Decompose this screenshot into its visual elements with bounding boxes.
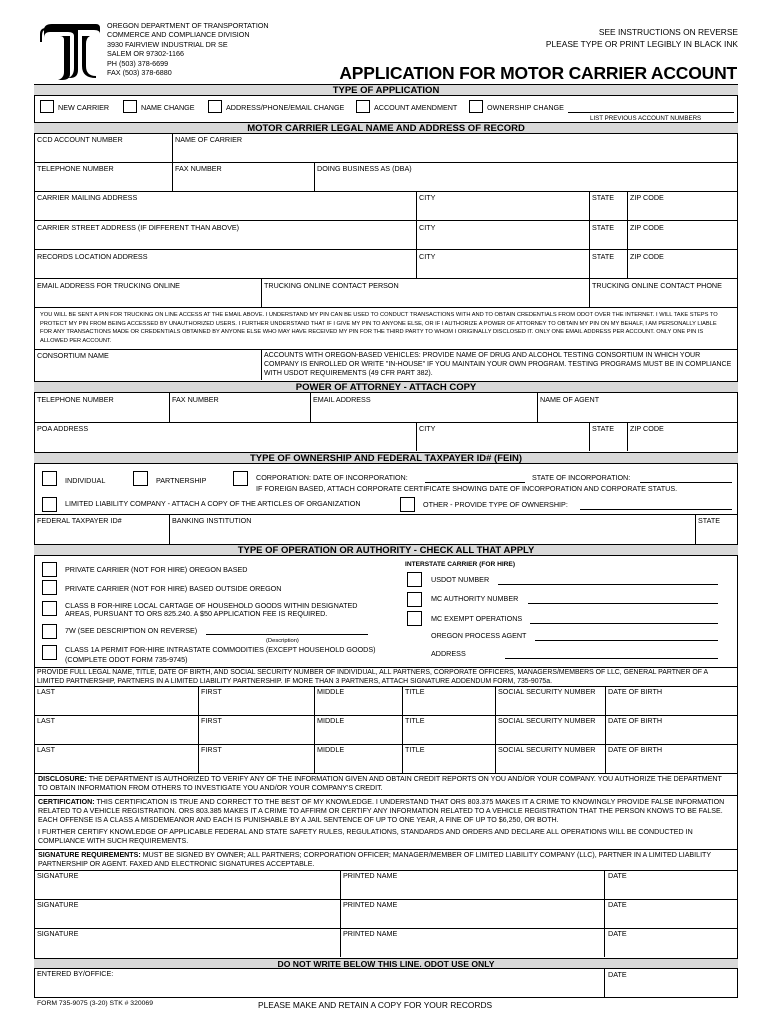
checkbox-new-carrier[interactable] [40, 100, 54, 113]
agency-line: 3930 FAIRVIEW INDUSTRIAL DR SE [107, 39, 228, 49]
checkbox-7w[interactable] [42, 624, 57, 639]
signature-req-text: MUST BE SIGNED BY OWNER; ALL PARTNERS; CORPORATION OFFICER; MANAGER/MEMBER OF LIMITED LIABILITY COMPANY (LLC), PARTNER IN A LIMITED LIABILITY PARTNERSHIP OR AGENT. FAXED AND ELECTRONIC SIGNATURES ACCEPTABLE. [38, 851, 711, 868]
label-poa-agent: NAME OF AGENT [540, 395, 600, 404]
label-printed-name: PRINTED NAME [343, 871, 398, 880]
incorporation-state-line[interactable] [640, 482, 732, 483]
label-contact-phone: TRUCKING ONLINE CONTACT PHONE [592, 281, 722, 290]
officer-col-label: TITLE [405, 716, 425, 725]
officer-col-label: LAST [37, 687, 55, 696]
label-state: STATE [592, 223, 615, 232]
label-zip: ZIP CODE [630, 193, 664, 202]
label-partnership: PARTNERSHIP [156, 476, 207, 485]
label-individual: INDIVIDUAL [65, 476, 106, 485]
label-class-1a: CLASS 1A PERMIT FOR-HIRE INTRASTATE COMMODITIES (EXCEPT HOUSEHOLD GOODS) [65, 645, 376, 654]
instructions-line: SEE INSTRUCTIONS ON REVERSE [598, 27, 738, 37]
checkbox-name-change[interactable] [123, 100, 137, 113]
label-records: RECORDS LOCATION ADDRESS [37, 252, 148, 261]
incorporation-date-line[interactable] [425, 482, 525, 483]
label-new-carrier: NEW CARRIER [58, 103, 110, 112]
pin-notice: YOU WILL BE SENT A PIN FOR TRUCKING ON LINE ACCESS AT THE EMAIL ABOVE. I UNDERSTAND MY PIN CAN BE USED TO CONDUCT TRANSACTIONS WITH AND TO OBTAIN CREDENTIALS FROM ODOT OVER THE INTERNET. I WILL TAKE STEPS TO PROTECT MY PIN FROM BEING ACCESSED BY UNAUTHORIZED USERS. I FURTHER UNDERSTAND THAT IF I GIVE MY PIN TO ANYONE ELSE, OR IF I AUTHORIZE A POWER OF ATTORNEY TO OBTAIN MY PIN ON MY BEHALF, I AM PERSONALLY LIABLE FOR ANY TRANSACTIONS MADE OR CREDENTIALS OBTAINED BY ANYONE ELSE WHO MAY HAVE RECEIVED MY PIN FOR THE THIRD PARTY TO WHOM I ORIGINALLY DISCLOSED IT. ONLY ONE EMAIL ADDRESS PER ACCOUNT. ONLY ONE PIN IS ALLOWED PER ACCOUNT. [40, 312, 718, 344]
label-signature: SIGNATURE [37, 900, 79, 909]
process-agent-line[interactable] [535, 640, 718, 641]
checkbox-other[interactable] [400, 497, 415, 512]
signature-req-label: SIGNATURE REQUIREMENTS: [38, 851, 141, 859]
officer-col-label: SOCIAL SECURITY NUMBER [498, 687, 596, 696]
officer-col-label: TITLE [405, 745, 425, 754]
label-poa-email: EMAIL ADDRESS [313, 395, 371, 404]
checkbox-ownership-change[interactable] [469, 100, 483, 113]
previous-accounts-line[interactable] [568, 112, 734, 113]
label-mc-exempt: MC EXEMPT OPERATIONS [431, 614, 523, 623]
mc-line[interactable] [528, 603, 718, 604]
op-address-line[interactable] [505, 658, 718, 659]
label-printed-name: PRINTED NAME [343, 929, 398, 938]
officers-instructions: PROVIDE FULL LEGAL NAME, TITLE, DATE OF BIRTH, AND SOCIAL SECURITY NUMBER OF INDIVIDUAL, ALL PARTNERS, CORPORATE OFFICERS, MANAGERS/MEMBERS OF LLC, GENERAL PARTNER OF A LIMITED PARTNERSHIP, PARTNERS IN A LIMITED LIABILITY PARTNERSHIP. IF MORE THAN 3 PARTNERS, ATTACH SIGNATURE ADDENDUM FORM, 735-9075a. [37, 669, 708, 685]
checkbox-llc[interactable] [42, 497, 57, 512]
label-poa-city: CITY [419, 424, 436, 433]
label-list-previous: LIST PREVIOUS ACCOUNT NUMBERS [590, 115, 702, 122]
checkbox-usdot[interactable] [407, 572, 422, 587]
certification [38, 798, 732, 825]
label-class-b: CLASS B FOR-HIRE LOCAL CARTAGE OF HOUSEHOLD GOODS WITHIN DESIGNATED AREAS, PURSUANT TO ORS 825.240. A $50 APPLICATION FEE IS REQUIRED. [65, 601, 358, 619]
form-number: FORM 735-9075 (3-20) STK # 320069 [37, 1000, 153, 1007]
officer-col-label: TITLE [405, 687, 425, 696]
label-usdot: USDOT NUMBER [431, 575, 490, 584]
checkbox-class-1a[interactable] [42, 645, 57, 660]
label-name-change: NAME CHANGE [141, 103, 195, 112]
agency-line: COMMERCE AND COMPLIANCE DIVISION [107, 30, 250, 40]
officer-col-label: MIDDLE [317, 745, 345, 754]
label-office-date: DATE [608, 970, 627, 979]
label-city: CITY [419, 193, 436, 202]
label-account-amendment: ACCOUNT AMENDMENT [374, 103, 458, 112]
label-street: CARRIER STREET ADDRESS (IF DIFFERENT THAN ABOVE) [37, 223, 240, 232]
label-sig-date: DATE [608, 871, 627, 880]
agency-line: SALEM OR 97302-1166 [107, 49, 184, 59]
section-ownership: TYPE OF OWNERSHIP AND FEDERAL TAXPAYER ID# (FEIN) [34, 452, 738, 464]
label-sig-date: DATE [608, 900, 627, 909]
officer-col-label: DATE OF BIRTH [608, 716, 663, 725]
label-class-1a-sub: (COMPLETE ODOT FORM 735-9745) [65, 655, 188, 664]
label-poa-fax: FAX NUMBER [172, 395, 219, 404]
header-instructions [546, 26, 738, 50]
checkbox-corporation[interactable] [233, 471, 248, 486]
checkbox-partnership[interactable] [133, 471, 148, 486]
label-corporation: CORPORATION: DATE OF INCORPORATION: [256, 473, 408, 482]
section-operation: TYPE OF OPERATION OR AUTHORITY - CHECK ALL THAT APPLY [34, 544, 738, 556]
section-poa: POWER OF ATTORNEY - ATTACH COPY [34, 381, 738, 393]
checkbox-class-b[interactable] [42, 601, 57, 616]
disclosure-label: DISCLOSURE: [38, 775, 87, 783]
checkbox-individual[interactable] [42, 471, 57, 486]
label-bank-state: STATE [698, 516, 721, 525]
agency-address [107, 21, 269, 77]
officer-col-label: SOCIAL SECURITY NUMBER [498, 716, 596, 725]
section-carrier: MOTOR CARRIER LEGAL NAME AND ADDRESS OF RECORD [34, 122, 738, 134]
certification-text: THIS CERTIFICATION IS TRUE AND CORRECT TO THE BEST OF MY KNOWLEDGE. I UNDERSTAND THAT ORS 803.375 MAKES IT A CRIME TO KNOWINGLY PROVIDE FALSE INFORMATION RELATED TO A VEHICLE REGISTRATION. ORS 803.385 MAKES IT A CRIME TO AFFIRM OR CERTIFY ANY INFORMATION RELATED TO A VEHICLE REGISTRATION THAT THE PERSON KNOWS TO BE FALSE. EACH OFFENSE IS A CLASS A MISDEMEANOR AND EACH IS PUNISHABLE BY A JAIL SENTENCE OF UP TO ONE YEAR, A FINE OF UP TO $6,250, OR BOTH. [38, 798, 725, 824]
label-contact: TRUCKING ONLINE CONTACT PERSON [264, 281, 399, 290]
label-zip: ZIP CODE [630, 252, 664, 261]
label-entered-by: ENTERED BY/OFFICE: [37, 969, 114, 978]
label-poa-state: STATE [592, 424, 615, 433]
label-mc: MC AUTHORITY NUMBER [431, 594, 519, 603]
officer-col-label: FIRST [201, 687, 222, 696]
label-ownership-change: OWNERSHIP CHANGE [487, 103, 564, 112]
officer-col-label: FIRST [201, 716, 222, 725]
label-state: STATE [592, 193, 615, 202]
label-poa-phone: TELEPHONE NUMBER [37, 395, 114, 404]
label-op-address: ADDRESS [431, 649, 466, 658]
disclosure-text: THE DEPARTMENT IS AUTHORIZED TO VERIFY ANY OF THE INFORMATION GIVEN AND OBTAIN CREDIT REPORTS ON YOU AND/OR YOUR COMPANY. YOU AUTHORIZE THE DEPARTMENT TO OBTAIN INFORMATION FROM OTHERS TO INVESTIGATE YOU AND/OR YOUR COMPANY'S CREDIT. [38, 775, 722, 792]
label-interstate: INTERSTATE CARRIER (FOR HIRE) [405, 561, 516, 568]
disclosure [38, 775, 732, 793]
label-bank: BANKING INSTITUTION [172, 516, 252, 525]
officer-col-label: MIDDLE [317, 687, 345, 696]
odot-logo [38, 20, 102, 82]
officer-col-label: DATE OF BIRTH [608, 745, 663, 754]
7w-description-line[interactable] [206, 634, 368, 635]
label-foreign: IF FOREIGN BASED, ATTACH CORPORATE CERTIFICATE SHOWING DATE OF INCORPORATION AND CORPORATE STATUS. [256, 484, 678, 493]
label-address-change: ADDRESS/PHONE/EMAIL CHANGE [226, 103, 345, 112]
officer-col-label: LAST [37, 745, 55, 754]
checkbox-private-outside[interactable] [42, 580, 57, 595]
label-state: STATE [592, 252, 615, 261]
agency-line: PH (503) 378-6699 [107, 58, 169, 68]
label-other: OTHER - PROVIDE TYPE OF OWNERSHIP: [423, 500, 568, 509]
section-office-use: DO NOT WRITE BELOW THIS LINE. ODOT USE ONLY [34, 958, 738, 969]
officer-col-label: FIRST [201, 745, 222, 754]
label-email: EMAIL ADDRESS FOR TRUCKING ONLINE [37, 281, 180, 290]
officer-col-label: LAST [37, 716, 55, 725]
label-signature: SIGNATURE [37, 929, 79, 938]
checkbox-address-change[interactable] [208, 100, 222, 113]
checkbox-account-amendment[interactable] [356, 100, 370, 113]
agency-line: FAX (503) 378-6880 [107, 68, 172, 78]
label-phone: TELEPHONE NUMBER [37, 164, 114, 173]
label-fein: FEDERAL TAXPAYER ID# [37, 516, 122, 525]
label-signature: SIGNATURE [37, 871, 79, 880]
label-poa-zip: ZIP CODE [630, 424, 664, 433]
page-title: APPLICATION FOR MOTOR CARRIER ACCOUNT [339, 63, 737, 83]
label-private-oregon: PRIVATE CARRIER (NOT FOR HIRE) OREGON BASED [65, 565, 248, 574]
label-state-inc: STATE OF INCORPORATION: [532, 473, 631, 482]
label-dba: DOING BUSINESS AS (DBA) [317, 164, 412, 173]
label-fax: FAX NUMBER [175, 164, 222, 173]
checkbox-mc-authority[interactable] [407, 592, 422, 607]
certification-further: I FURTHER CERTIFY KNOWLEDGE OF APPLICABLE FEDERAL AND STATE SAFETY RULES, REGULATIONS, STANDARDS AND ORDERS AND DECLARE ALL OPERATIONS WILL BE CONDUCTED IN COMPLIANCE WITH SUCH REQUIREMENTS. [38, 828, 693, 845]
certification-label: CERTIFICATION: [38, 798, 95, 806]
label-printed-name: PRINTED NAME [343, 900, 398, 909]
usdot-line[interactable] [498, 584, 718, 585]
officer-col-label: MIDDLE [317, 716, 345, 725]
checkbox-private-oregon[interactable] [42, 562, 57, 577]
officer-col-label: DATE OF BIRTH [608, 687, 663, 696]
label-ccd: CCD ACCOUNT NUMBER [37, 135, 123, 144]
label-city: CITY [419, 252, 436, 261]
officer-col-label: SOCIAL SECURITY NUMBER [498, 745, 596, 754]
mc-exempt-line[interactable] [530, 623, 718, 624]
label-private-outside: PRIVATE CARRIER (NOT FOR HIRE) BASED OUTSIDE OREGON [65, 584, 282, 593]
label-mailing: CARRIER MAILING ADDRESS [37, 193, 138, 202]
label-city: CITY [419, 223, 436, 232]
label-carrier-name: NAME OF CARRIER [175, 135, 243, 144]
label-7w: 7W (SEE DESCRIPTION ON REVERSE) [65, 626, 198, 635]
retain-copy: PLEASE MAKE AND RETAIN A COPY FOR YOUR RECORDS [258, 1000, 493, 1010]
consortium-notice: ACCOUNTS WITH OREGON-BASED VEHICLES: PROVIDE NAME OF DRUG AND ALCOHOL TESTING CONSORTIUM IN WHICH YOUR COMPANY IS ENROLLED OR WRITE "IN-HOUSE" IF YOU MAINTAIN YOUR OWN PROGRAM. TESTING PROGRAMS MUST BE IN COMPLIANCE WITH USDOT REQUIREMENTS (49 CFR PART 382). [264, 352, 732, 377]
other-ownership-line[interactable] [580, 509, 732, 510]
section-type-of-application: TYPE OF APPLICATION [34, 84, 738, 96]
label-process-agent: OREGON PROCESS AGENT [431, 631, 527, 640]
label-zip: ZIP CODE [630, 223, 664, 232]
label-description: (Description) [266, 638, 299, 644]
signature-requirements [38, 851, 732, 869]
label-poa-address: POA ADDRESS [37, 424, 89, 433]
agency-line: OREGON DEPARTMENT OF TRANSPORTATION [107, 21, 269, 30]
instructions-line: PLEASE TYPE OR PRINT LEGIBLY IN BLACK INK [545, 39, 738, 49]
label-llc: LIMITED LIABILITY COMPANY - ATTACH A COPY OF THE ARTICLES OF ORGANIZATION [65, 499, 361, 508]
label-consortium: CONSORTIUM NAME [37, 351, 109, 360]
checkbox-mc-exempt[interactable] [407, 611, 422, 626]
label-sig-date: DATE [608, 929, 627, 938]
